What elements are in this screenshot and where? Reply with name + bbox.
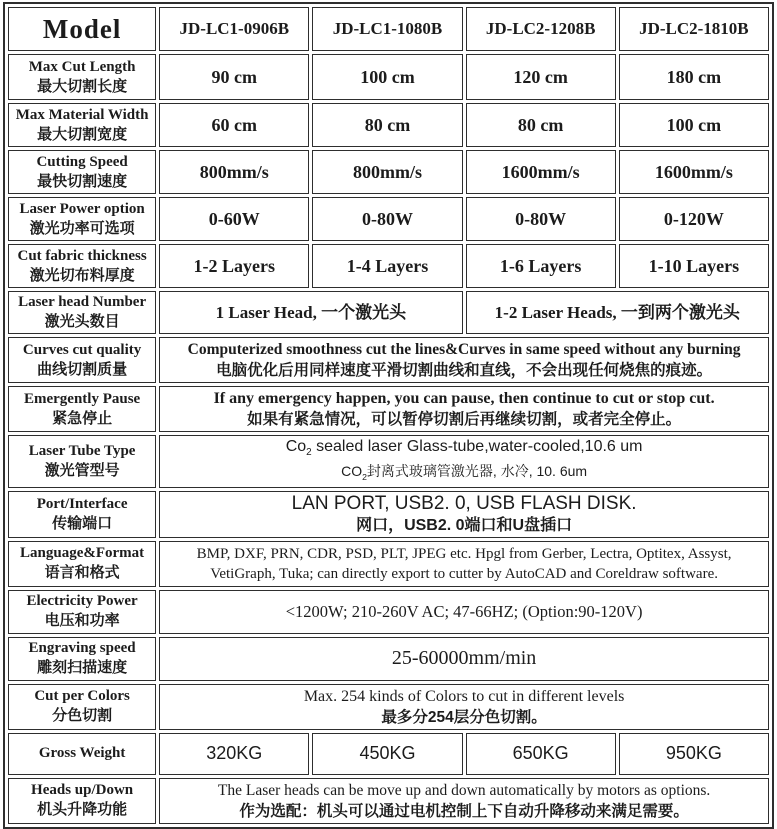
value-cell: 90 cm — [159, 54, 309, 100]
value-line-1: BMP, DXF, PRN, CDR, PSD, PLT, JPEG etc. Hpgl from Gerber, Lectra, Optitex, Assyst, — [196, 545, 732, 562]
label-zh: 最大切割长度 — [37, 77, 128, 95]
value-cell: 1-10 Layers — [619, 244, 769, 288]
value-cell: 80 cm — [466, 103, 616, 147]
model-header-cell: Model — [8, 7, 156, 51]
label-en: Max Material Width — [15, 106, 149, 123]
label-en: Max Cut Length — [28, 58, 136, 75]
label-heads-up-down — [8, 778, 156, 824]
row-language-format — [8, 541, 769, 587]
label-en: Laser Tube Type — [28, 442, 136, 459]
label-laser-power — [8, 197, 156, 241]
label-zh: 雕刻扫描速度 — [37, 659, 128, 677]
row-heads-up-down — [8, 778, 769, 824]
row-electricity-power — [8, 590, 769, 634]
value-cell: 0-120W — [619, 197, 769, 241]
row-curves-quality — [8, 337, 769, 383]
label-en: Heads up/Down — [31, 782, 134, 799]
label-zh: 激光功率可选项 — [29, 219, 135, 237]
label-en: Electricity Power — [26, 593, 138, 610]
value-line-2: VetiGraph, Tuka; can directly export to cutter by AutoCAD and Coreldraw software. — [210, 565, 718, 582]
row-port-interface — [8, 491, 769, 538]
label-zh: 激光头数目 — [44, 313, 120, 330]
value-cell: 0-80W — [466, 197, 616, 241]
label-port-interface — [8, 491, 156, 538]
label-zh: 最大切割宽度 — [37, 125, 128, 143]
value-text: 1-2 Laser Heads, 一到两个激光头 — [494, 303, 740, 322]
row-laser-tube-type — [8, 435, 769, 488]
row-laser-power — [8, 197, 769, 241]
label-en: Curves cut quality — [22, 341, 142, 358]
value-line-zh: 最多分254层分色切割。 — [381, 708, 547, 726]
value-port-interface — [159, 491, 769, 538]
value-line-zh: $CO_2$封离式玻璃管激光器, 水冷, 10. 6um — [341, 463, 588, 482]
spec-table — [3, 2, 774, 829]
label-en: Emergently Pause — [23, 390, 141, 407]
value-line-en: Computerized smoothness cut the lines&Curves in same speed without any burning — [187, 341, 741, 358]
value-cell: 100 cm — [312, 54, 462, 100]
label-en: Gross Weight — [38, 745, 126, 762]
value-cell: 0-60W — [159, 197, 309, 241]
label-en: Language&Format — [20, 545, 145, 562]
label-cutting-speed — [8, 150, 156, 194]
label-fabric-thickness — [8, 244, 156, 288]
label-en: Cutting Speed — [36, 153, 128, 170]
row-cutting-speed — [8, 150, 769, 194]
value-cell: 120 cm — [466, 54, 616, 100]
value-language-format — [159, 541, 769, 587]
value-cell: 0-80W — [312, 197, 462, 241]
value-line-en: $Co_2$ sealed laser Glass-tube,water-cooled,10.6 um — [285, 438, 643, 459]
value-curves-quality — [159, 337, 769, 383]
row-engraving-speed — [8, 637, 769, 681]
value-cell: 100 cm — [619, 103, 769, 147]
subscript-2: 2 — [362, 471, 367, 482]
value-cell: 800mm/s — [159, 150, 309, 194]
label-gross-weight — [8, 733, 156, 775]
value-heads-up-down — [159, 778, 769, 824]
value-cut-per-colors — [159, 684, 769, 730]
value-line: <1200W; 210-260V AC; 47-66HZ; (Option:90-120V) — [285, 602, 643, 622]
value-line-zh: 网口，USB2. 0端口和U盘插口 — [356, 516, 573, 534]
label-laser-head-number — [8, 291, 156, 334]
label-en: Laser head Number — [18, 294, 147, 310]
value-one-head — [159, 291, 462, 334]
value-cell: 80 cm — [312, 103, 462, 147]
label-laser-tube-type — [8, 435, 156, 488]
row-laser-head-number — [8, 291, 769, 334]
value-cell: 320KG — [159, 733, 309, 775]
row-cut-per-colors — [8, 684, 769, 730]
value-line-zh: 作为选配：机头可以通过电机控制上下自动升降移动来满足需要。 — [239, 802, 689, 820]
value-line-en: If any emergency happen, you can pause, then continue to cut or stop cut. — [213, 390, 715, 407]
label-emergency-pause — [8, 386, 156, 432]
value-emergency-pause — [159, 386, 769, 432]
header-row — [8, 7, 769, 51]
row-emergency-pause — [8, 386, 769, 432]
value-cell: 650KG — [466, 733, 616, 775]
label-electricity-power — [8, 590, 156, 634]
value-electricity-power — [159, 590, 769, 634]
model-name-1810b: JD-LC2-1810B — [619, 7, 769, 51]
label-zh: 激光切布料厚度 — [29, 266, 135, 284]
label-zh: 机头升降功能 — [37, 801, 128, 819]
value-engraving-speed — [159, 637, 769, 681]
label-zh: 紧急停止 — [52, 409, 113, 427]
value-two-heads — [466, 291, 769, 334]
value-laser-tube-type — [159, 435, 769, 488]
label-zh: 最快切割速度 — [37, 172, 128, 190]
row-fabric-thickness — [8, 244, 769, 288]
label-en: Cut per Colors — [34, 688, 130, 705]
value-cell: 1-2 Layers — [159, 244, 309, 288]
model-name-1208b: JD-LC2-1208B — [466, 7, 616, 51]
value-cell: 800mm/s — [312, 150, 462, 194]
value-line-zh: 如果有紧急情况，可以暂停切割后再继续切割，或者完全停止。 — [247, 411, 682, 428]
label-zh: 激光管型号 — [44, 461, 120, 479]
label-zh: 电压和功率 — [44, 612, 120, 630]
value-cell: 1-4 Layers — [312, 244, 462, 288]
label-cut-per-colors — [8, 684, 156, 730]
value-line-en: Max. 254 kinds of Colors to cut in different levels — [303, 687, 625, 705]
value-cell: 1600mm/s — [466, 150, 616, 194]
label-language-format — [8, 541, 156, 587]
value-cell: 950KG — [619, 733, 769, 775]
subscript-2: 2 — [306, 447, 312, 459]
value-cell: 450KG — [312, 733, 462, 775]
label-en: Engraving speed — [28, 640, 136, 657]
label-zh: 分色切割 — [52, 707, 113, 725]
label-zh: 传输端口 — [52, 514, 113, 532]
value-cell: 1-6 Layers — [466, 244, 616, 288]
label-en: Cut fabric thickness — [17, 247, 147, 264]
value-cell: 60 cm — [159, 103, 309, 147]
label-curves-quality — [8, 337, 156, 383]
value-line-en: LAN PORT, USB2. 0, USB FLASH DISK. — [291, 492, 637, 514]
label-engraving-speed — [8, 637, 156, 681]
row-gross-weight — [8, 733, 769, 775]
label-zh: 曲线切割质量 — [37, 360, 128, 378]
value-line: 25-60000mm/min — [391, 647, 537, 670]
value-line-en: The Laser heads can be move up and down automatically by motors as options. — [217, 781, 711, 799]
row-max-cut-length — [8, 54, 769, 100]
value-cell: 1600mm/s — [619, 150, 769, 194]
value-line-zh: 电脑优化后用同样速度平滑切割曲线和直线，不会出现任何烧焦的痕迹。 — [216, 362, 713, 379]
label-en: Laser Power option — [19, 200, 145, 217]
row-max-material-width — [8, 103, 769, 147]
model-name-0906b: JD-LC1-0906B — [159, 7, 309, 51]
label-en: Port/Interface — [36, 495, 128, 512]
model-name-1080b: JD-LC1-1080B — [312, 7, 462, 51]
label-max-material-width — [8, 103, 156, 147]
label-max-cut-length — [8, 54, 156, 100]
value-cell: 180 cm — [619, 54, 769, 100]
label-zh: 语言和格式 — [44, 564, 120, 582]
value-text: 1 Laser Head, 一个激光头 — [215, 303, 407, 322]
